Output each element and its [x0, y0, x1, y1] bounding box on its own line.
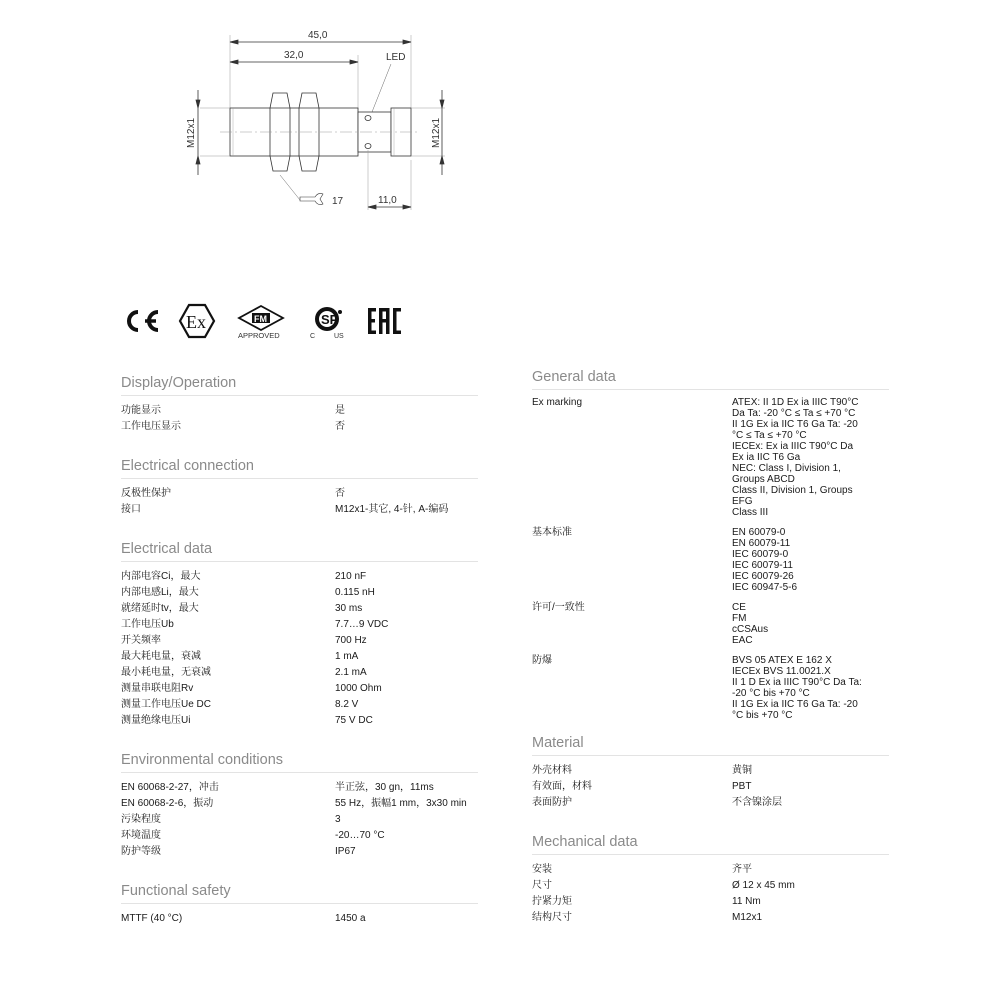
ex-atex-icon — [177, 300, 217, 340]
section-title: General data — [532, 368, 889, 390]
eac-icon — [365, 300, 405, 340]
spec-row: EN 60068-2-27，冲击 半正弦，30 gn，11ms — [121, 782, 434, 793]
section-functional-safety — [121, 882, 478, 927]
spec-row: 结构尺寸 M12x1 — [532, 912, 763, 923]
multiline-value: CE FM cCSAus EAC — [732, 602, 769, 646]
section-title: Electrical data — [121, 540, 478, 562]
spec-row: 工作电压Ub 7.7…9 VDC — [121, 619, 389, 630]
spec-row: 内部电感Li，最大 0.115 nH — [121, 587, 375, 598]
section-mechanical-data — [532, 833, 889, 926]
dimension-drawing — [180, 20, 460, 220]
svg-text:SP: SP — [321, 312, 339, 327]
spec-row: 测量绝缘电压Ui 75 V DC — [121, 715, 373, 726]
section-title: Material — [532, 734, 889, 756]
fm-approved-icon — [235, 300, 287, 340]
multiline-value: BVS 05 ATEX E 162 X IECEx BVS 11.0021.X II 1 D Ex ia IIIC T90°C Da Ta: -20 °C bis +70 °C II 1G Ex ia IIC T6 Ga Ta: -20 °C bis +70 °C — [732, 655, 862, 721]
wrench-size-label: 17 — [332, 196, 344, 207]
spec-row: 拧紧力矩 11 Nm — [532, 896, 761, 907]
spec-row: 尺寸 Ø 12 x 45 mm — [532, 880, 795, 891]
thread-left-label: M12x1 — [186, 117, 197, 148]
section-environmental-conditions — [121, 751, 478, 860]
certification-logos — [115, 300, 415, 345]
dim-body-label: 32,0 — [284, 50, 304, 61]
led-label: LED — [386, 52, 406, 63]
spec-row: 表面防护 不含镍涂层 — [532, 797, 782, 808]
spec-row-ex-marking: Ex marking ATEX: II 1D Ex ia IIIC T90°C Da Ta: -20 °C ≤ Ta ≤ +70 °C II 1G Ex ia IIC T6 Ga Ta: -20 °C ≤ Ta ≤ +70 °C IECEx: Ex ia IIIC T90°C Da Ex ia IIC T6 Ga NEC: Class I, Division 1, Groups ABCD Class II, Division 1, Groups EFG Class III — [532, 397, 859, 518]
spec-row: 最小耗电量，无衰减 2.1 mA — [121, 667, 367, 678]
spec-row-explosion-protection: 防爆 BVS 05 ATEX E 162 X IECEx BVS 11.0021.X II 1 D Ex ia IIIC T90°C Da Ta: -20 °C bis +70 °C II 1G Ex ia IIC T6 Ga Ta: -20 °C bis +70 °C — [532, 655, 862, 721]
spec-row: 污染程度 3 — [121, 814, 341, 825]
spec-row: 反极性保护 否 — [121, 488, 345, 499]
section-electrical-data — [121, 540, 478, 729]
svg-text:US: US — [334, 333, 344, 340]
section-title: Environmental conditions — [121, 751, 478, 773]
section-material — [532, 734, 889, 811]
dim-total-label: 45,0 — [308, 30, 328, 41]
spec-row: 功能显示 是 — [121, 405, 345, 416]
spec-row: 环境温度 -20…70 °C — [121, 830, 385, 841]
spec-row: 安装 齐平 — [532, 864, 752, 875]
section-display-operation — [121, 374, 478, 435]
svg-text:Ex: Ex — [186, 312, 206, 332]
spec-row: 就绪延时tv，最大 30 ms — [121, 603, 363, 614]
ce-mark-icon — [120, 300, 160, 340]
spec-row: 测量工作电压Ue DC 8.2 V — [121, 699, 359, 710]
section-title: Mechanical data — [532, 833, 889, 855]
section-title: Functional safety — [121, 882, 478, 904]
spec-row-approvals: 许可/一致性 CE FM cCSAus EAC — [532, 602, 769, 646]
section-general-data — [532, 368, 889, 730]
spec-row: 防护等级 IP67 — [121, 846, 356, 857]
spec-row: MTTF (40 °C) 1450 a — [121, 913, 366, 924]
spec-row: 内部电容Ci，最大 210 nF — [121, 571, 367, 582]
spec-row: 外壳材料 黄铜 — [532, 765, 752, 776]
svg-text:FM: FM — [254, 314, 267, 324]
section-electrical-connection — [121, 457, 478, 518]
spec-row: 测量串联电阻Rv 1000 Ohm — [121, 683, 382, 694]
svg-text:APPROVED: APPROVED — [238, 331, 280, 340]
spec-row: EN 60068-2-6，振动 55 Hz，振幅1 mm，3x30 min — [121, 798, 467, 809]
spec-row: 有效面，材料 PBT — [532, 781, 752, 792]
dim-head-label: 11,0 — [378, 195, 397, 206]
spec-row-standards: 基本标准 EN 60079-0 EN 60079-11 IEC 60079-0 IEC 60079-11 IEC 60079-26 IEC 60947-5-6 — [532, 527, 798, 593]
thread-right-label: M12x1 — [431, 117, 442, 148]
multiline-value: ATEX: II 1D Ex ia IIIC T90°C Da Ta: -20 °C ≤ Ta ≤ +70 °C II 1G Ex ia IIC T6 Ga Ta: -20 °C ≤ Ta ≤ +70 °C IECEx: Ex ia IIIC T90°C Da Ex ia IIC T6 Ga NEC: Class I, Division 1, Groups ABCD Class II, Division 1, Groups EFG Class III — [732, 397, 859, 518]
spec-row: 开关频率 700 Hz — [121, 635, 367, 646]
section-title: Electrical connection — [121, 457, 478, 479]
multiline-value: EN 60079-0 EN 60079-11 IEC 60079-0 IEC 60079-11 IEC 60079-26 IEC 60947-5-6 — [732, 527, 798, 593]
spec-row: 最大耗电量，衰减 1 mA — [121, 651, 359, 662]
spec-row: 工作电压显示 否 — [121, 421, 345, 432]
svg-text:C: C — [310, 333, 316, 340]
csa-us-icon — [310, 300, 346, 340]
spec-row: 接口 M12x1-其它, 4-针, A-编码 — [121, 504, 449, 515]
section-title: Display/Operation — [121, 374, 478, 396]
